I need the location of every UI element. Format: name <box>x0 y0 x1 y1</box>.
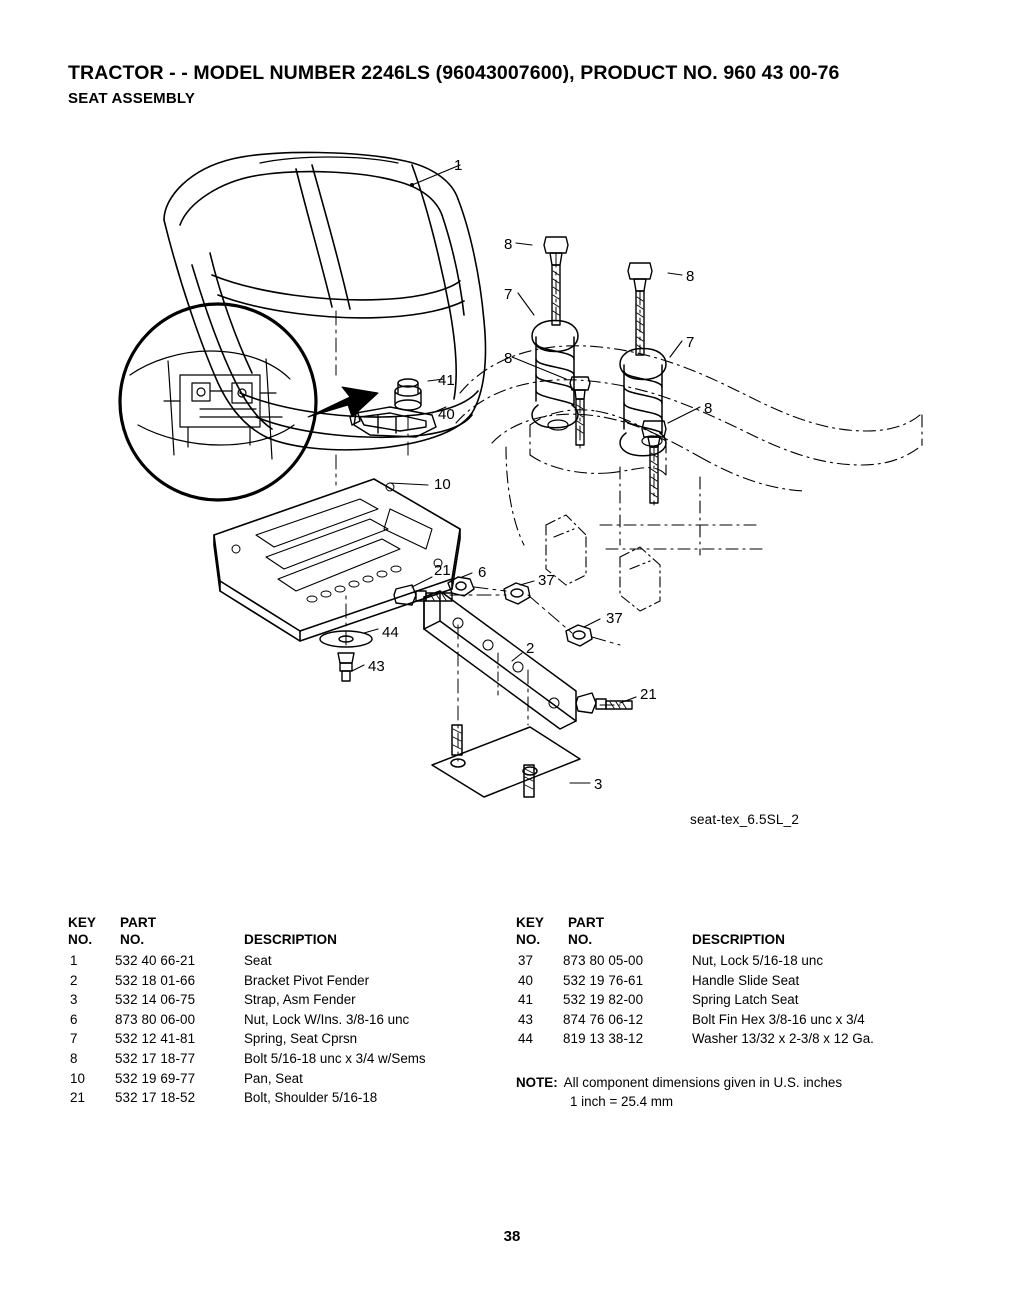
cell-description: Washer 13/32 x 2-3/8 x 12 Ga. <box>692 1031 874 1047</box>
seat-assembly-diagram <box>60 125 960 865</box>
table-row <box>516 1029 968 1049</box>
cell-key: 8 <box>70 1050 78 1066</box>
cell-key: 41 <box>518 992 533 1008</box>
cell-part: 532 17 18-77 <box>115 1050 196 1066</box>
svg-text:2: 2 <box>526 640 535 657</box>
table-row <box>68 990 508 1010</box>
table-row <box>516 990 968 1010</box>
cell-part: 532 19 82-00 <box>563 992 644 1008</box>
cell-key: 7 <box>70 1031 78 1047</box>
cell-part: 873 80 05-00 <box>563 953 644 968</box>
cell-part: 532 12 41-81 <box>115 1031 196 1047</box>
header-key: KEY <box>516 915 544 930</box>
cell-key: 1 <box>70 953 78 968</box>
svg-text:10: 10 <box>434 476 451 493</box>
table-row <box>68 1049 508 1069</box>
cell-key: 6 <box>70 1011 78 1027</box>
svg-text:8: 8 <box>504 236 513 253</box>
cell-description: Bolt, Shoulder 5/16-18 <box>244 1090 378 1106</box>
table-header-right <box>516 915 968 951</box>
cell-part: 532 17 18-52 <box>115 1090 196 1106</box>
cell-key: 2 <box>70 972 78 988</box>
cell-description: Pan, Seat <box>244 1070 303 1086</box>
svg-text:37: 37 <box>606 610 623 627</box>
svg-text:21: 21 <box>640 686 657 703</box>
cell-part: 532 18 01-66 <box>115 972 196 988</box>
cell-description: Seat <box>244 953 272 968</box>
note-line-1: All component dimensions given in U.S. inches <box>563 1075 843 1090</box>
table-row <box>68 1010 508 1030</box>
table-row <box>68 1029 508 1049</box>
table-header-left <box>68 915 508 951</box>
cell-part: 819 13 38-12 <box>563 1031 644 1047</box>
svg-text:8: 8 <box>686 268 695 285</box>
table-row <box>516 971 968 991</box>
cell-description: Bracket Pivot Fender <box>244 972 370 988</box>
parts-table-right <box>516 915 968 1049</box>
svg-text:8: 8 <box>704 400 713 417</box>
cell-description: Nut, Lock W/Ins. 3/8-16 unc <box>244 1011 410 1027</box>
table-row <box>68 971 508 991</box>
cell-key: 3 <box>70 992 78 1008</box>
cell-description: Bolt Fin Hex 3/8-16 unc x 3/4 <box>692 1011 865 1027</box>
cell-description: Nut, Lock 5/16-18 unc <box>692 953 824 968</box>
header-key-no: NO. <box>68 932 93 947</box>
cell-part: 532 14 06-75 <box>115 992 196 1008</box>
cell-description: Handle Slide Seat <box>692 972 800 988</box>
cell-key: 44 <box>518 1031 533 1047</box>
table-row <box>68 1088 508 1108</box>
table-row <box>516 951 968 971</box>
page-title: TRACTOR - - MODEL NUMBER 2246LS (96043007600), PRODUCT NO. 960 43 00-76 <box>68 62 840 84</box>
svg-text:8: 8 <box>504 350 513 367</box>
cell-part: 532 19 76-61 <box>563 972 644 988</box>
table-row <box>68 1069 508 1089</box>
cell-description: Spring, Seat Cprsn <box>244 1031 358 1047</box>
svg-text:1: 1 <box>454 157 463 174</box>
cell-description: Bolt 5/16-18 unc x 3/4 w/Sems <box>244 1050 426 1066</box>
header-description: DESCRIPTION <box>244 932 337 947</box>
cell-part: 532 19 69-77 <box>115 1070 196 1086</box>
cell-part: 874 76 06-12 <box>563 1011 644 1027</box>
svg-text:41: 41 <box>438 372 455 389</box>
cell-key: 43 <box>518 1011 533 1027</box>
cell-key: 10 <box>70 1070 85 1086</box>
header-part-no: NO. <box>568 932 593 947</box>
header-part-no: NO. <box>120 932 145 947</box>
table-row <box>516 1010 968 1030</box>
cell-part: 873 80 06-00 <box>115 1011 196 1027</box>
note-block <box>516 1073 976 1111</box>
cell-description: Spring Latch Seat <box>692 992 799 1008</box>
page-header <box>68 62 968 107</box>
svg-text:7: 7 <box>686 334 695 351</box>
page-number: 38 <box>503 1228 521 1245</box>
header-part: PART <box>120 915 156 930</box>
svg-text:6: 6 <box>478 564 487 581</box>
header-key-no: NO. <box>516 932 541 947</box>
cell-key: 40 <box>518 972 533 988</box>
svg-text:43: 43 <box>368 658 385 675</box>
header-description: DESCRIPTION <box>692 932 785 947</box>
parts-table-left <box>68 915 508 1108</box>
svg-text:40: 40 <box>438 406 455 423</box>
cell-key: 37 <box>518 953 533 968</box>
header-key: KEY <box>68 915 96 930</box>
svg-text:3: 3 <box>594 776 603 793</box>
cell-part: 532 40 66-21 <box>115 953 196 968</box>
note-line-2: 1 inch = 25.4 mm <box>570 1094 674 1109</box>
svg-text:21: 21 <box>434 562 451 579</box>
svg-text:44: 44 <box>382 624 399 641</box>
cell-description: Strap, Asm Fender <box>244 992 356 1008</box>
page-subtitle: SEAT ASSEMBLY <box>68 90 196 107</box>
svg-text:7: 7 <box>504 286 513 303</box>
svg-text:37: 37 <box>538 572 555 589</box>
note-label: NOTE: <box>516 1075 558 1090</box>
table-row <box>68 951 508 971</box>
figure-reference-code: seat-tex_6.5SL_2 <box>690 812 800 827</box>
header-part: PART <box>568 915 604 930</box>
cell-key: 21 <box>70 1090 85 1106</box>
